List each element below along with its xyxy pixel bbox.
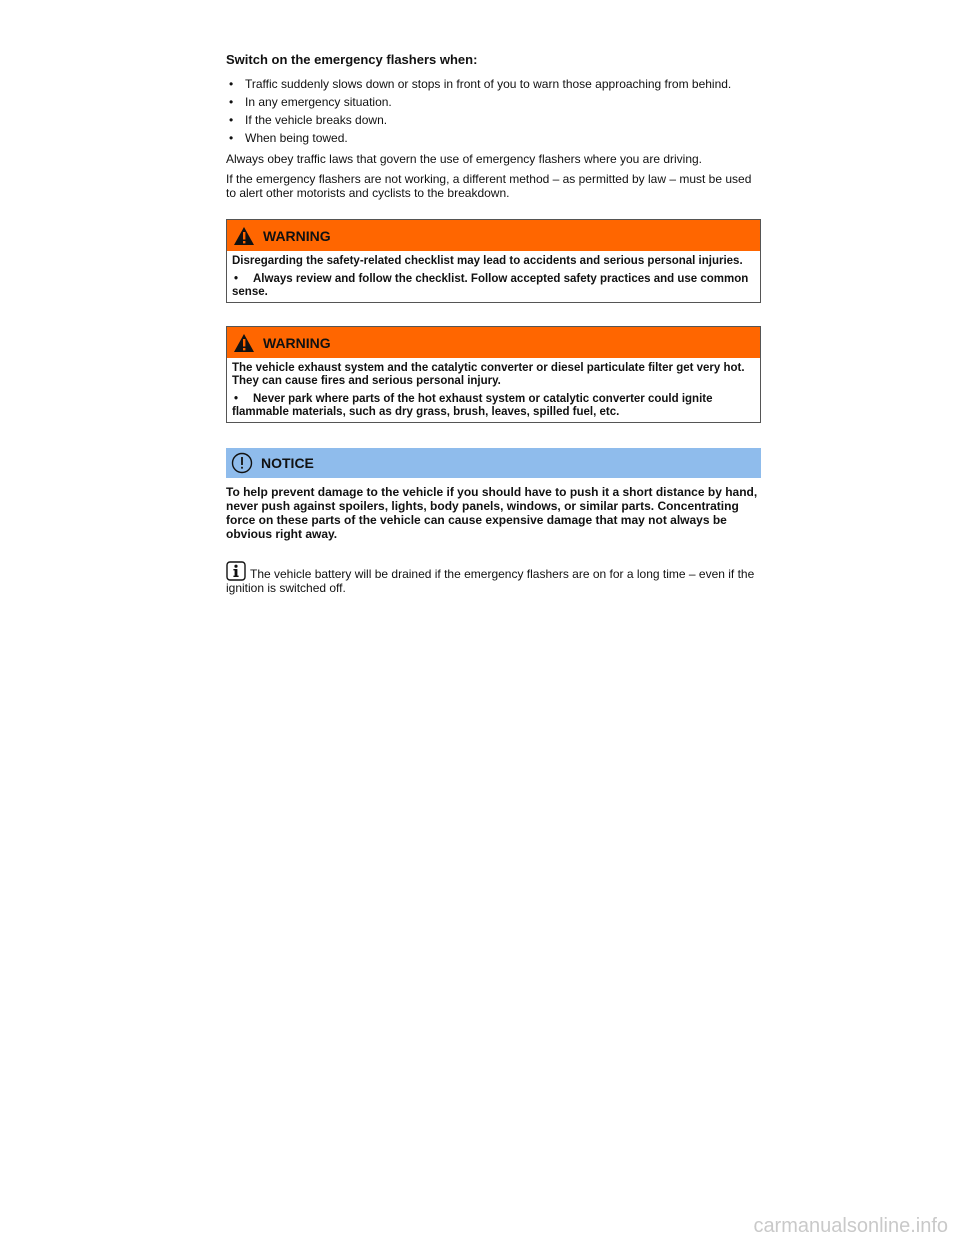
bullet-glyph: • bbox=[229, 95, 234, 109]
warning-bullet-text: Never park where parts of the hot exhaust system or catalytic converter could ignite flammable materials, such as dry grass, brush, leaves, spilled fuel, etc. bbox=[232, 393, 713, 418]
note bbox=[226, 561, 761, 595]
list-item bbox=[226, 77, 761, 92]
bullet-glyph: • bbox=[229, 77, 234, 91]
list-item-text: Traffic suddenly slows down or stops in front of you to warn those approaching from behind. bbox=[245, 77, 732, 91]
warning-text: The vehicle exhaust system and the catalytic converter or diesel particulate filter get very hot. They can cause fires and serious personal injury. bbox=[232, 362, 745, 387]
section-heading: Switch on the emergency flashers when: bbox=[226, 52, 478, 67]
paragraph-traffic-laws: Always obey traffic laws that govern the use of emergency flashers where you are driving. bbox=[226, 152, 703, 166]
watermark-brand: carmanualsonline.info bbox=[753, 1215, 948, 1237]
paragraph-alternative-method: If the emergency flashers are not working, a different method – as permitted by law – must be used to alert other motorists and cyclists to the breakdown. bbox=[226, 172, 752, 200]
manual-page bbox=[226, 52, 761, 595]
warning-box-checklist bbox=[226, 219, 761, 303]
warning-header bbox=[227, 327, 760, 358]
note-text: The vehicle battery will be drained if the emergency flashers are on for a long time – even if the ignition is switched off. bbox=[226, 567, 755, 595]
warning-header bbox=[227, 220, 760, 251]
notice-title: NOTICE bbox=[261, 455, 314, 471]
warning-body bbox=[227, 358, 760, 422]
bullet-glyph: • bbox=[229, 113, 234, 127]
warning-title: WARNING bbox=[263, 227, 331, 244]
warning-title: WARNING bbox=[263, 334, 331, 351]
list-item bbox=[226, 113, 761, 128]
notice-box bbox=[226, 448, 761, 541]
warning-body bbox=[227, 251, 760, 302]
warning-triangle-icon bbox=[233, 226, 255, 246]
list-item-text: In any emergency situation. bbox=[245, 95, 392, 109]
conditions-list bbox=[226, 77, 761, 146]
bullet-glyph: • bbox=[234, 273, 239, 285]
list-item bbox=[226, 95, 761, 110]
notice-header bbox=[226, 448, 761, 478]
warning-box-exhaust bbox=[226, 326, 761, 423]
list-item-text: If the vehicle breaks down. bbox=[245, 113, 388, 127]
bullet-glyph: • bbox=[234, 393, 239, 405]
warning-triangle-icon bbox=[233, 333, 255, 353]
warning-bullet-text: Always review and follow the checklist. Follow accepted safety practices and use common sense. bbox=[232, 273, 749, 298]
list-item bbox=[226, 131, 761, 146]
warning-text: Disregarding the safety-related checklist may lead to accidents and serious personal injuries. bbox=[232, 255, 743, 267]
list-item-text: When being towed. bbox=[245, 131, 348, 145]
bullet-glyph: • bbox=[229, 131, 234, 145]
info-icon bbox=[226, 561, 246, 581]
warning-bullet bbox=[232, 273, 756, 299]
notice-text: To help prevent damage to the vehicle if you should have to push it a short distance by hand, never push against spoilers, lights, body panels, windows, or similar parts. Concentrating force on these parts of the vehicle can cause expensive damage that may not always be obvious right away. bbox=[226, 485, 758, 541]
warning-bullet bbox=[232, 393, 756, 419]
exclamation-circle-icon bbox=[231, 452, 253, 474]
